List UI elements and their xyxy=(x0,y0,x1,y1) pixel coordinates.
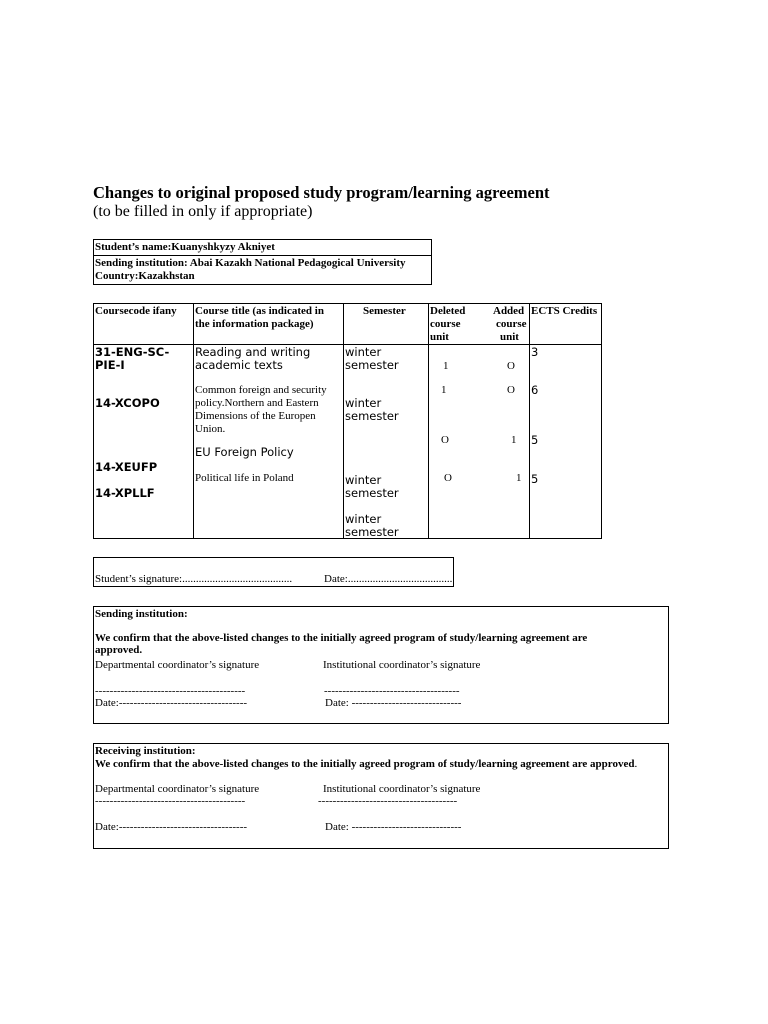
row4-semester-b-line1: winter xyxy=(345,512,382,526)
receiving-confirm-text: We confirm that the above-listed changes to the initially agreed program of study/learning agreement are approved xyxy=(95,758,635,770)
row4-deleted: O xyxy=(444,472,452,484)
header-added-line1: Added xyxy=(493,305,525,317)
receiving-dept-date: Date:----------------------------------- xyxy=(95,821,248,833)
row1-title-line2: academic texts xyxy=(195,358,283,372)
student-name-row xyxy=(94,240,431,256)
row1-title-line1: Reading and writing xyxy=(195,345,311,359)
sending-heading: Sending institution: xyxy=(95,608,188,620)
page-subtitle: (to be filled in only if appropriate) xyxy=(93,203,313,220)
header-deleted-line2: course xyxy=(430,318,461,330)
sending-institution-box xyxy=(93,606,669,724)
row2-title-line4: Union. xyxy=(195,423,226,435)
receiving-institution-box xyxy=(93,743,669,849)
row2-deleted: 1 xyxy=(441,384,447,396)
receiving-dept-signature-line: ----------------------------------------- xyxy=(95,795,246,807)
row3-added: 1 xyxy=(511,434,517,446)
course-table xyxy=(93,303,602,539)
row4-semester-b-line2: semester xyxy=(345,525,399,539)
sending-confirm-line2: approved. xyxy=(95,644,143,656)
sending-confirm-line1: We confirm that the above-listed changes to the initially agreed program of study/learning agreement are xyxy=(95,632,588,644)
receiving-inst-date: Date: ------------------------------ xyxy=(325,821,462,833)
row3-deleted: O xyxy=(441,434,449,446)
row1-code-line2: PIE-I xyxy=(95,358,125,372)
row3-ects: 5 xyxy=(531,433,539,447)
row3-title: EU Foreign Policy xyxy=(195,445,294,459)
header-course-code: Coursecode ifany xyxy=(95,305,177,317)
receiving-heading: Receiving institution: xyxy=(95,745,196,757)
sending-institution-label: Sending institution: xyxy=(95,257,190,269)
row2-title-line3: Dimensions of the Europen xyxy=(195,410,316,422)
header-deleted-line3: unit xyxy=(430,331,449,343)
row2-title-line1: Common foreign and security xyxy=(195,384,327,396)
column-divider xyxy=(193,304,194,538)
row3-code: 14-XEUFP xyxy=(95,460,158,474)
row1-added: O xyxy=(507,360,515,372)
sending-institution-row xyxy=(95,257,406,270)
row1-semester-line2: semester xyxy=(345,358,399,372)
column-divider xyxy=(343,304,344,538)
header-deleted-line1: Deleted xyxy=(430,305,466,317)
sending-dept-signature-label: Departmental coordinator’s signature xyxy=(95,659,260,671)
row4-code: 14-XPLLF xyxy=(95,486,155,500)
receiving-confirm xyxy=(95,758,637,771)
row4-ects: 5 xyxy=(531,472,539,486)
receiving-dept-signature-label: Departmental coordinator’s signature xyxy=(95,783,260,795)
country-label: Country: xyxy=(95,270,139,282)
column-divider xyxy=(529,304,530,538)
row1-ects: 3 xyxy=(531,345,539,359)
row1-deleted: 1 xyxy=(443,360,449,372)
page-title: Changes to original proposed study program/learning agreement xyxy=(93,183,550,202)
sending-dept-date: Date:----------------------------------- xyxy=(95,697,248,709)
row1-code-line1: 31-ENG-SC- xyxy=(95,345,170,359)
header-added-line2: course xyxy=(496,318,527,330)
header-course-title-line1: Course title (as indicated in xyxy=(195,305,324,317)
row4-semester-line2: semester xyxy=(345,486,399,500)
sending-inst-signature-label: Institutional coordinator’s signature xyxy=(323,659,481,671)
header-ects-credits: ECTS Credits xyxy=(531,305,598,317)
receiving-inst-signature-label: Institutional coordinator’s signature xyxy=(323,783,481,795)
header-semester: Semester xyxy=(363,305,406,317)
row1-semester-line1: winter xyxy=(345,345,382,359)
student-signature-line: Student’s signature:........................................ xyxy=(95,573,293,585)
sending-inst-date: Date: ------------------------------ xyxy=(325,697,462,709)
country-row xyxy=(95,270,195,283)
student-name-value: Kuanyshkyzy Akniyet xyxy=(171,241,275,253)
student-name-label: Student’s name: xyxy=(95,241,172,253)
country-value: Kazakhstan xyxy=(138,270,195,282)
student-signature-box xyxy=(93,557,454,587)
row2-semester-line2: semester xyxy=(345,409,399,423)
receiving-confirm-dot: . xyxy=(634,758,638,770)
row2-semester-line1: winter xyxy=(345,396,382,410)
row4-title: Political life in Poland xyxy=(195,472,294,484)
row4-semester-line1: winter xyxy=(345,473,382,487)
row2-code: 14-XCOPO xyxy=(95,396,160,410)
sending-dept-signature-line: ----------------------------------------- xyxy=(95,685,246,697)
column-divider xyxy=(428,304,429,538)
header-added-line3: unit xyxy=(500,331,519,343)
sending-institution-value: Abai Kazakh National Pedagogical University xyxy=(189,257,406,269)
row2-title-line2: policy.Northern and Eastern xyxy=(195,397,319,409)
student-signature-date: Date:...................................... xyxy=(324,573,453,585)
header-course-title-line2: the information package) xyxy=(195,318,314,330)
receiving-inst-signature-line: -------------------------------------- xyxy=(318,795,458,807)
sending-inst-signature-line: ------------------------------------- xyxy=(324,685,460,697)
row4-added: 1 xyxy=(516,472,522,484)
row2-ects: 6 xyxy=(531,383,539,397)
student-info-box xyxy=(93,239,432,285)
row2-added: O xyxy=(507,384,515,396)
